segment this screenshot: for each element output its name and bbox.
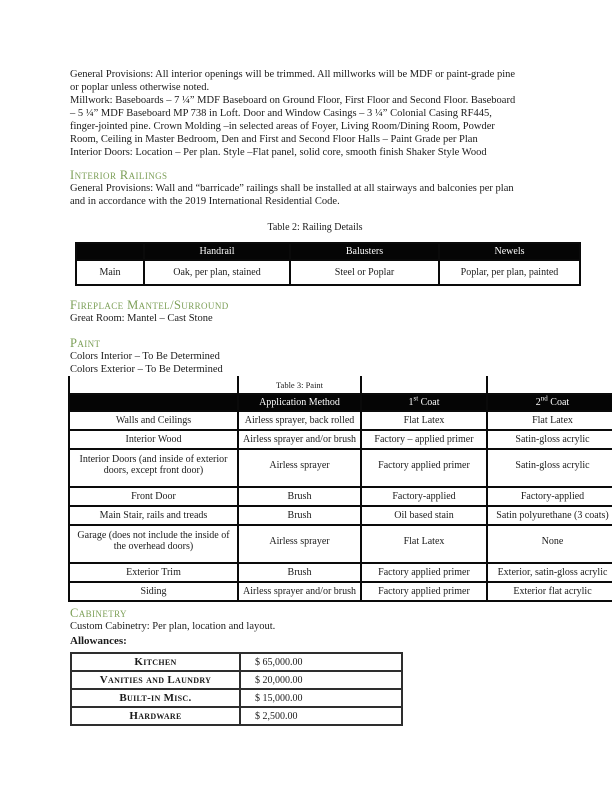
header-cell-handrail: Handrail <box>144 243 290 260</box>
cell-method: Airless sprayer <box>238 525 361 563</box>
cell-coat2: Satin-gloss acrylic <box>487 430 612 449</box>
table-header-row <box>76 243 580 260</box>
cell-coat1: Flat Latex <box>361 411 487 430</box>
header-cell-balusters: Balusters <box>290 243 439 260</box>
cell-allowance-item: Hardware <box>71 707 240 725</box>
table-header-row <box>69 394 612 411</box>
coat2-word: Coat <box>547 397 570 408</box>
cell-coat1: Factory applied primer <box>361 563 487 582</box>
paint-table-caption-row <box>69 376 612 394</box>
coat1-number: 1 <box>408 397 414 408</box>
cell-coat2: Exterior flat acrylic <box>487 582 612 601</box>
cell-method: Airless sprayer <box>238 449 361 487</box>
table-row <box>69 411 612 430</box>
cell-allowance-amount: $ 65,000.00 <box>240 653 402 671</box>
section-heading-cabinetry: Cabinetry <box>70 606 127 620</box>
cell-coat1: Factory – applied primer <box>361 430 487 449</box>
header-cell-first-coat <box>361 394 487 411</box>
paint-paragraph <box>70 350 612 376</box>
paint-table <box>68 376 612 602</box>
cell-method: Airless sprayer and/or brush <box>238 430 361 449</box>
cell-item: Front Door <box>69 487 238 506</box>
table-row <box>69 506 612 525</box>
header-cell-application-method: Application Method <box>238 394 361 411</box>
text-line: Interior Doors: Location – Per plan. Style –Flat panel, solid core, smooth finish Shaker Style Wood <box>70 147 487 158</box>
header-cell-newels: Newels <box>439 243 580 260</box>
cell-item: Main Stair, rails and treads <box>69 506 238 525</box>
cell-method: Airless sprayer, back rolled <box>238 411 361 430</box>
table-row <box>71 653 402 671</box>
section-heading-fireplace: Fireplace Mantel/Surround <box>70 298 229 312</box>
table-row <box>69 563 612 582</box>
cell-allowance-amount: $ 2,500.00 <box>240 707 402 725</box>
table-row <box>69 582 612 601</box>
cell-method: Brush <box>238 487 361 506</box>
cell-item: Garage (does not include the inside of the overhead doors) <box>69 525 238 563</box>
cell-coat1: Factory applied primer <box>361 582 487 601</box>
railing-details-table <box>75 242 581 286</box>
coat2-number: 2 <box>535 397 541 408</box>
paint-table-caption: Table 3: Paint <box>238 376 361 394</box>
table-row <box>69 449 612 487</box>
text-line: – 5 ¼” MDF Baseboard MP 738 in Loft. Door and Window Casings – 3 ¼” Colonial Casing RF445, <box>70 108 492 119</box>
cell-blank <box>361 376 487 394</box>
header-cell-blank <box>76 243 144 260</box>
cell-coat2: Satin-gloss acrylic <box>487 449 612 487</box>
cell-coat1: Oil based stain <box>361 506 487 525</box>
text-line: General Provisions: All interior openings will be trimmed. All millworks will be MDF or paint-grade pine <box>70 69 516 80</box>
table-row <box>69 487 612 506</box>
cell-item: Siding <box>69 582 238 601</box>
text-line: finger-jointed pine. Crown Molding –in selected areas of Foyer, Living Room/Dining Room, Powder <box>70 121 495 132</box>
text-line: Millwork: Baseboards – 7 ¼” MDF Baseboard on Ground Floor, First Floor and Second Floor. Baseboard <box>70 95 516 106</box>
railing-table-caption: Table 2: Railing Details <box>267 222 363 233</box>
cell-allowance-item: Vanities and Laundry <box>71 671 240 689</box>
text-line: Room, Ceiling in Master Bedroom, Den and First and Second Floor Halls – Paint Grade per Plan <box>70 134 478 145</box>
table-row <box>71 689 402 707</box>
cell-handrail-value: Oak, per plan, stained <box>144 260 290 285</box>
cell-method: Airless sprayer and/or brush <box>238 582 361 601</box>
cell-item: Interior Doors (and inside of exterior doors, except front door) <box>69 449 238 487</box>
text-line: and in accordance with the 2019 International Residential Code. <box>70 196 340 207</box>
allowances-label: Allowances: <box>70 635 127 647</box>
cell-coat1: Factory applied primer <box>361 449 487 487</box>
cell-coat2: Flat Latex <box>487 411 612 430</box>
text-line: Custom Cabinetry: Per plan, location and layout. <box>70 621 276 632</box>
coat2-ordinal: nd <box>540 394 548 403</box>
cell-item: Exterior Trim <box>69 563 238 582</box>
cell-method: Brush <box>238 506 361 525</box>
cell-item: Interior Wood <box>69 430 238 449</box>
cell-blank <box>487 376 612 394</box>
cell-allowance-amount: $ 15,000.00 <box>240 689 402 707</box>
section-heading-interior-railings: Interior Railings <box>70 168 168 182</box>
cell-allowance-item: Kitchen <box>71 653 240 671</box>
cell-newels-value: Poplar, per plan, painted <box>439 260 580 285</box>
interior-railings-paragraph <box>70 182 612 208</box>
cell-coat2: None <box>487 525 612 563</box>
table-row <box>71 671 402 689</box>
text-line: Great Room: Mantel – Cast Stone <box>70 313 213 324</box>
text-line: Colors Exterior – To Be Determined <box>70 364 223 375</box>
table-row <box>69 525 612 563</box>
millwork-paragraph <box>70 68 612 159</box>
cabinetry-paragraph <box>70 620 612 633</box>
table-row <box>69 430 612 449</box>
cell-coat2: Exterior, satin-gloss acrylic <box>487 563 612 582</box>
text-line: Colors Interior – To Be Determined <box>70 351 220 362</box>
table-row <box>76 260 580 285</box>
cell-blank <box>69 376 238 394</box>
allowances-table <box>70 652 403 726</box>
cell-method: Brush <box>238 563 361 582</box>
cell-coat1: Flat Latex <box>361 525 487 563</box>
cell-balusters-value: Steel or Poplar <box>290 260 439 285</box>
cell-coat2: Factory-applied <box>487 487 612 506</box>
cell-item: Walls and Ceilings <box>69 411 238 430</box>
text-line: or poplar unless otherwise noted. <box>70 82 210 93</box>
header-cell-blank <box>69 394 238 411</box>
cell-coat1: Factory-applied <box>361 487 487 506</box>
cell-main: Main <box>76 260 144 285</box>
cell-allowance-item: Built-in Misc. <box>71 689 240 707</box>
table-row <box>71 707 402 725</box>
section-heading-paint: Paint <box>70 336 101 350</box>
fireplace-paragraph <box>70 312 612 325</box>
text-line: General Provisions: Wall and “barricade” railings shall be installed at all stairways and balconies per plan <box>70 183 514 194</box>
coat1-word: Coat <box>418 397 440 408</box>
cell-allowance-amount: $ 20,000.00 <box>240 671 402 689</box>
header-cell-second-coat <box>487 394 612 411</box>
cell-coat2: Satin polyurethane (3 coats) <box>487 506 612 525</box>
coat1-ordinal: st <box>413 394 419 403</box>
